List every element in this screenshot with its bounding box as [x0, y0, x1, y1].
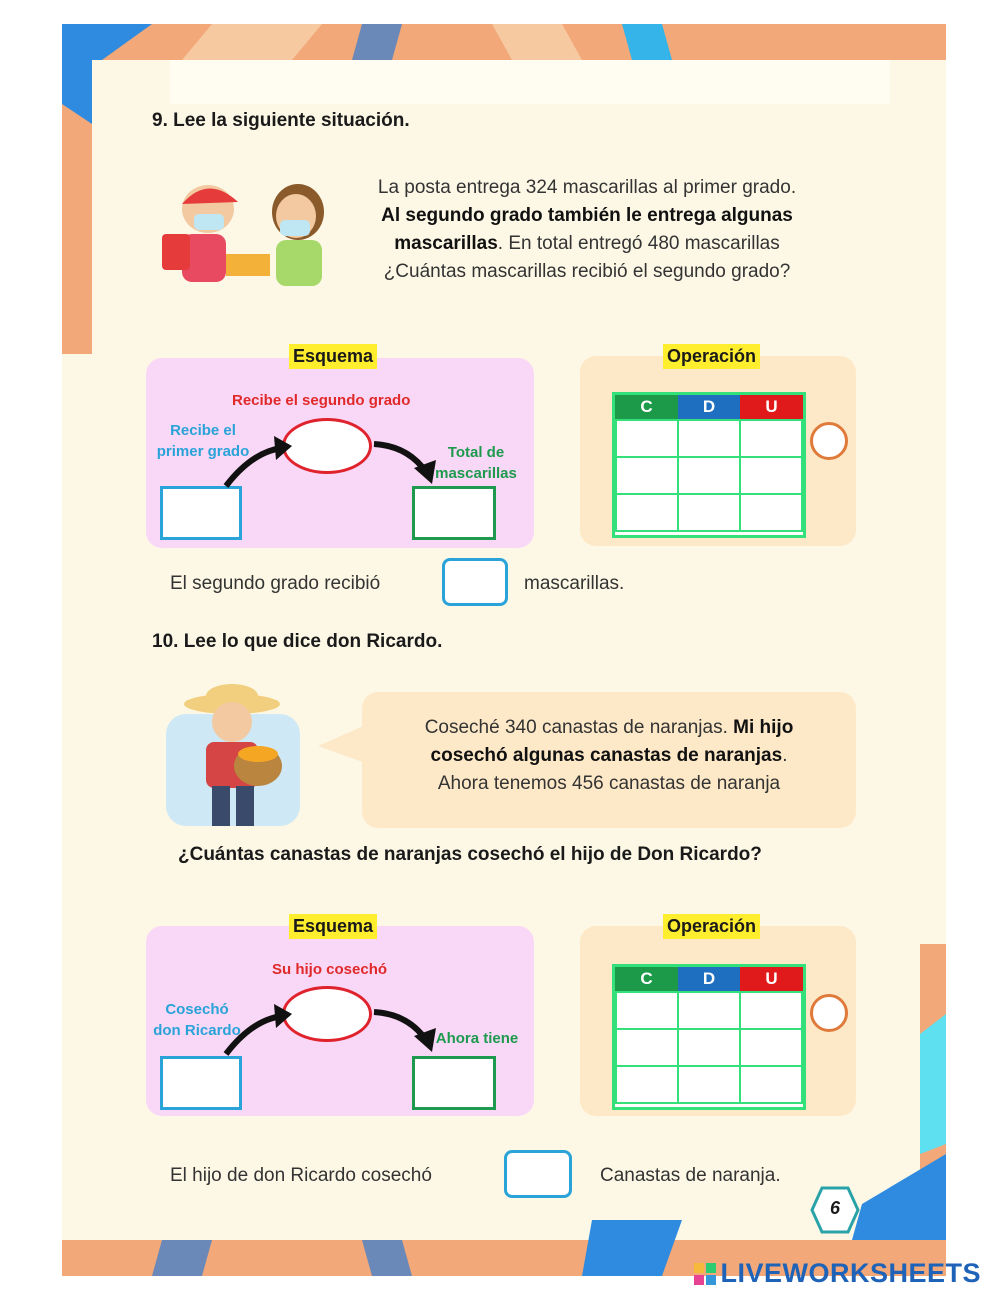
q9-label-top: Recibe el segundo grado — [232, 392, 411, 409]
table-cell[interactable] — [739, 1028, 803, 1067]
table-header-u: U — [740, 967, 803, 991]
table-cell[interactable] — [677, 419, 741, 458]
table-cell[interactable] — [739, 1065, 803, 1104]
q10-place-value-table — [612, 964, 806, 1110]
q9-place-value-table — [612, 392, 806, 538]
q10-operator-circle-input[interactable] — [810, 994, 848, 1032]
q9-schema-badge: Esquema — [289, 344, 377, 369]
q10-speech3: Ahora tenemos 456 canastas de naranja — [437, 773, 781, 794]
page-number: 6 — [829, 1198, 840, 1218]
header-blank — [170, 60, 890, 104]
table-cell[interactable] — [615, 456, 679, 495]
q10-label-top: Su hijo cosechó — [272, 961, 388, 978]
table-cell[interactable] — [615, 1065, 679, 1104]
q10-answer-before: El hijo de don Ricardo cosechó — [170, 1165, 432, 1186]
table-cell[interactable] — [739, 456, 803, 495]
q9-line4: ¿Cuántas mascarillas recibió el segundo grado? — [383, 261, 791, 282]
q10-speech-text — [362, 714, 856, 798]
q10-speech2: cosechó algunas canastas de naranjas. — [430, 745, 788, 766]
table-header-d: D — [678, 967, 740, 991]
q9-box-right-input[interactable] — [412, 486, 496, 540]
q10-operation-badge: Operación — [663, 914, 760, 939]
table-cell[interactable] — [739, 493, 803, 532]
q9-operator-circle-input[interactable] — [810, 422, 848, 460]
q9-label-right: Total de mascarillas — [435, 444, 517, 482]
table-cell[interactable] — [739, 991, 803, 1030]
table-cell[interactable] — [677, 1065, 741, 1104]
table-header-c: C — [615, 395, 678, 419]
q10-box-left-input[interactable] — [160, 1056, 242, 1110]
q9-answer-input[interactable] — [442, 558, 508, 606]
q10-schema-badge: Esquema — [289, 914, 377, 939]
farmer-illustration — [166, 684, 306, 832]
table-header-d: D — [678, 395, 740, 419]
table-header-u: U — [740, 395, 803, 419]
q9-title: 9. Lee la siguiente situación. — [152, 110, 410, 131]
q9-answer-after: mascarillas. — [524, 573, 625, 594]
q10-label-left: Cosechó don Ricardo — [153, 1001, 241, 1039]
q9-story — [322, 174, 852, 286]
q10-label-right: Ahora tiene — [435, 1030, 519, 1047]
table-cell[interactable] — [615, 991, 679, 1030]
table-cell[interactable] — [739, 419, 803, 458]
q9-answer-before: El segundo grado recibió — [170, 573, 381, 594]
table-cell[interactable] — [615, 1028, 679, 1067]
q10-arrows — [212, 992, 512, 1062]
liveworksheets-logo — [694, 1258, 981, 1289]
speech-tail — [318, 724, 368, 764]
table-cell[interactable] — [677, 1028, 741, 1067]
q9-operation-badge: Operación — [663, 344, 760, 369]
q9-line1: La posta entrega 324 mascarillas al primer grado. — [377, 177, 797, 198]
q9-line2: Al segundo grado también le entrega algunas — [381, 205, 793, 226]
q10-box-right-input[interactable] — [412, 1056, 496, 1110]
table-header-c: C — [615, 967, 678, 991]
table-cell[interactable] — [615, 493, 679, 532]
q9-line3: mascarillas. En total entregó 480 mascarillas — [394, 233, 780, 254]
table-cell[interactable] — [677, 456, 741, 495]
q10-question: ¿Cuántas canastas de naranjas cosechó el hijo de Don Ricardo? — [178, 844, 762, 865]
q10-answer-after: Canastas de naranja. — [600, 1165, 781, 1186]
q10-answer-input[interactable] — [504, 1150, 572, 1198]
table-cell[interactable] — [615, 419, 679, 458]
worksheet-page — [62, 24, 946, 1276]
q9-label-left: Recibe el primer grado — [156, 422, 250, 460]
q10-speech1: Coseché 340 canastas de naranjas. Mi hijo — [424, 717, 794, 738]
brand-name: LIVEWORKSHEETS — [720, 1258, 981, 1288]
logo-mark-icon — [694, 1263, 716, 1285]
delivery-illustration — [160, 174, 340, 294]
q10-title: 10. Lee lo que dice don Ricardo. — [152, 631, 443, 652]
table-cell[interactable] — [677, 493, 741, 532]
q9-arrows — [212, 424, 512, 494]
q9-box-left-input[interactable] — [160, 486, 242, 540]
table-cell[interactable] — [677, 991, 741, 1030]
